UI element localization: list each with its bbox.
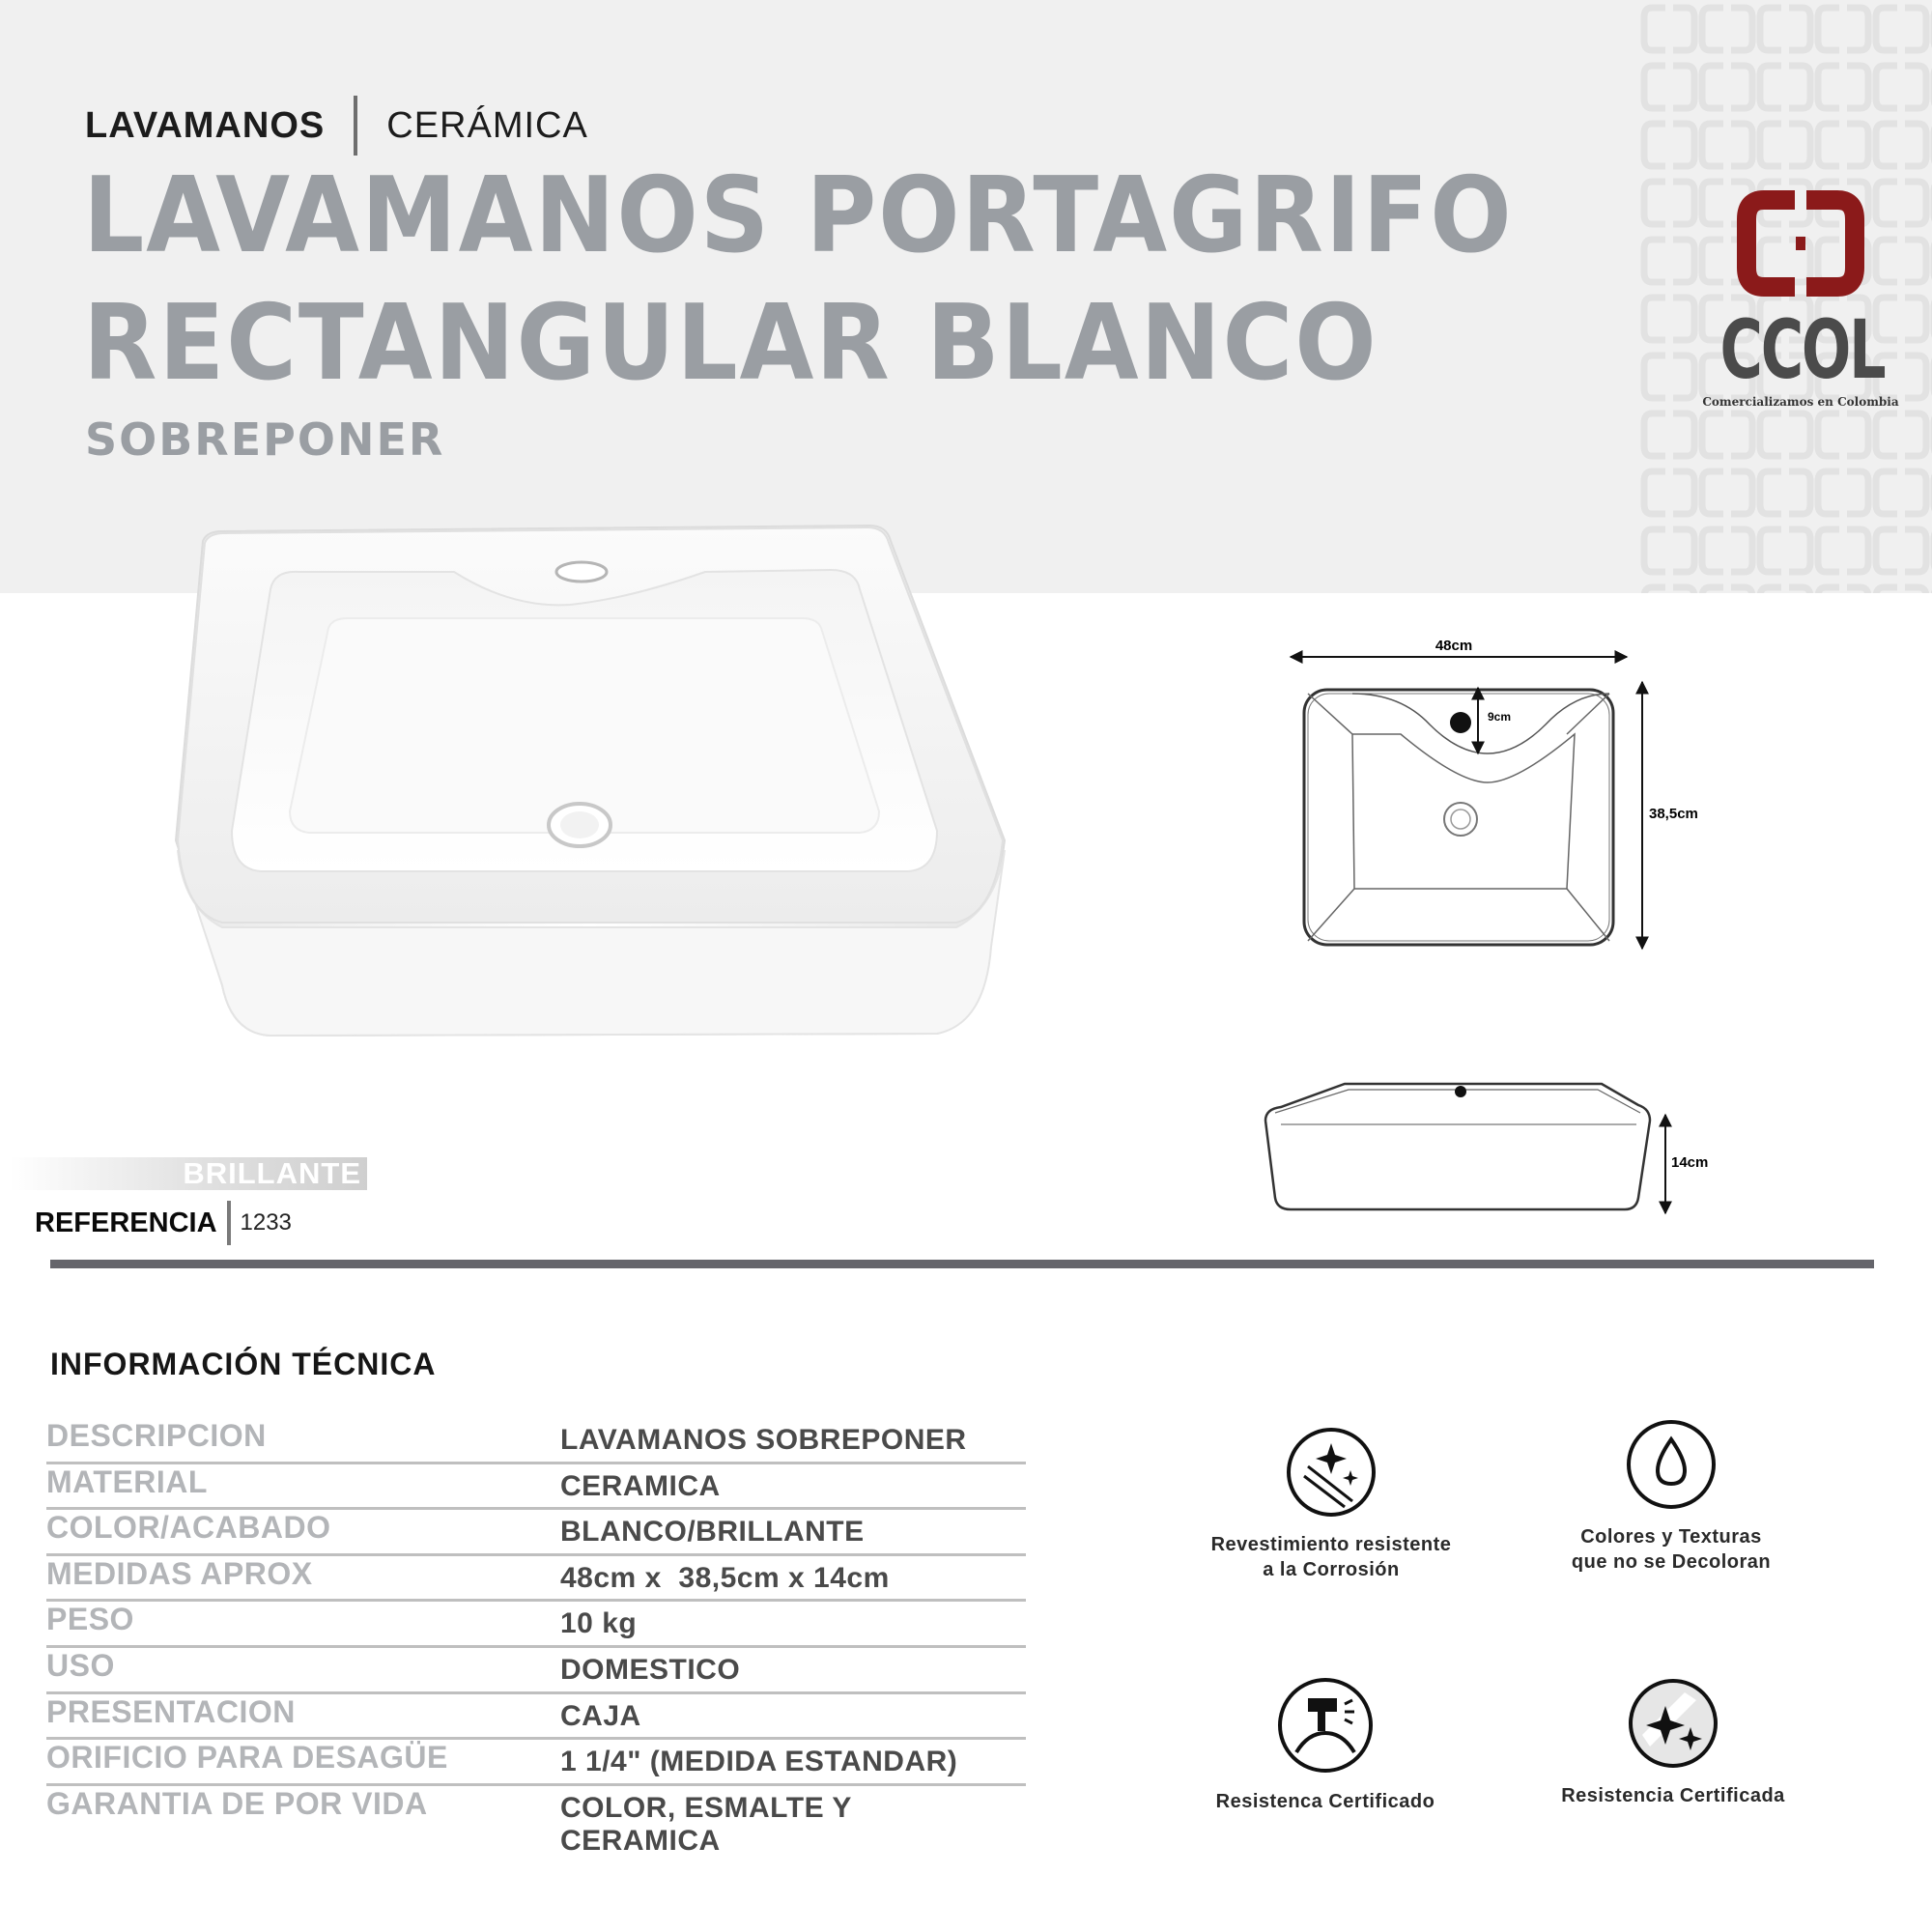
- spec-row: [46, 1785, 1018, 1857]
- spec-table: [46, 1418, 1018, 1857]
- feature-corrosion: [1177, 1426, 1486, 1582]
- product-title-line2: RECTANGULAR BLANCO: [83, 283, 1378, 404]
- spec-row: [46, 1464, 1018, 1511]
- hammer-impact-icon: [1275, 1675, 1376, 1776]
- depth-label: 38,5cm: [1649, 806, 1698, 822]
- product-title-line1: LAVAMANOS PORTAGRIFO: [83, 156, 1514, 276]
- spec-value: 10 kg: [560, 1607, 638, 1640]
- feature-text: Resistenca Certificado: [1215, 1791, 1435, 1812]
- spec-label: COLOR/ACABADO: [46, 1510, 331, 1546]
- spec-label: PRESENTACION: [46, 1693, 296, 1729]
- brand-name: CCOL: [1719, 302, 1885, 397]
- breadcrumb-separator: [354, 96, 357, 156]
- product-title: [83, 153, 1514, 408]
- spec-row: [46, 1694, 1018, 1741]
- finish-label: BRILLANTE: [183, 1156, 361, 1190]
- sparkle-slash-icon: [1285, 1426, 1378, 1519]
- spec-label: MEDIDAS APROX: [46, 1555, 313, 1591]
- category-label: LAVAMANOS: [85, 104, 326, 146]
- faucet-hole-icon: [1450, 712, 1471, 733]
- spec-value: COLOR, ESMALTE Y CERAMICA: [560, 1791, 852, 1857]
- spec-value: CERAMICA: [560, 1469, 721, 1502]
- spec-label: USO: [46, 1647, 115, 1683]
- reference-row: [35, 1198, 292, 1248]
- product-subtitle: SOBREPONER: [85, 413, 445, 466]
- spec-row: [46, 1648, 1018, 1694]
- height-label: 14cm: [1671, 1154, 1709, 1171]
- spec-value: BLANCO/BRILLANTE: [560, 1516, 865, 1548]
- material-label: CERÁMICA: [386, 104, 588, 146]
- spec-label: PESO: [46, 1602, 134, 1637]
- spec-value: CAJA: [560, 1699, 641, 1732]
- breadcrumb: [85, 97, 588, 155]
- spec-label: DESCRIPCION: [46, 1418, 267, 1453]
- brand-logo: [1689, 188, 1913, 420]
- feature-shine: [1519, 1677, 1828, 1808]
- spec-row: [46, 1510, 1018, 1556]
- spec-value: 1 1/4" (MEDIDA ESTANDAR): [560, 1746, 958, 1778]
- drain-icon: [1444, 803, 1477, 836]
- brand-logo-mark: [1689, 188, 1913, 302]
- reference-value: 1233: [240, 1209, 292, 1236]
- feature-text: Colores y Texturas que no se Decoloran: [1571, 1526, 1772, 1573]
- finish-badge: [10, 1157, 367, 1190]
- spec-row: [46, 1602, 1018, 1648]
- sparkle-shine-icon: [1627, 1677, 1719, 1770]
- spec-value: LAVAMANOS SOBREPONER: [560, 1424, 967, 1456]
- faucet-distance-label: 9cm: [1488, 710, 1512, 724]
- water-drop-icon: [1625, 1418, 1718, 1511]
- section-divider: [50, 1260, 1874, 1268]
- technical-info-title: INFORMACIÓN TÉCNICA: [50, 1347, 437, 1381]
- spec-row: [46, 1556, 1018, 1603]
- reference-separator: [227, 1201, 231, 1245]
- spec-value: 48cm x 38,5cm x 14cm: [560, 1561, 890, 1594]
- feature-text: Revestimiento resistente a la Corrosión: [1210, 1534, 1452, 1580]
- feature-impact: [1171, 1675, 1480, 1814]
- spec-label: GARANTIA DE POR VIDA: [46, 1785, 428, 1821]
- spec-row: [46, 1740, 1018, 1786]
- spec-row: [46, 1418, 1018, 1464]
- dimension-diagram: [1246, 618, 1748, 1236]
- width-label: 48cm: [1435, 638, 1473, 654]
- sink-photo: [164, 522, 1024, 1063]
- brand-tagline: Comercializamos en Colombia: [1702, 395, 1899, 409]
- spec-value: DOMESTICO: [560, 1653, 741, 1686]
- spec-label: ORIFICIO PARA DESAGÜE: [46, 1740, 448, 1776]
- feature-colors: [1517, 1418, 1826, 1575]
- reference-label: REFERENCIA: [35, 1207, 217, 1238]
- feature-text: Resistencia Certificada: [1561, 1785, 1785, 1806]
- spec-label: MATERIAL: [46, 1463, 208, 1499]
